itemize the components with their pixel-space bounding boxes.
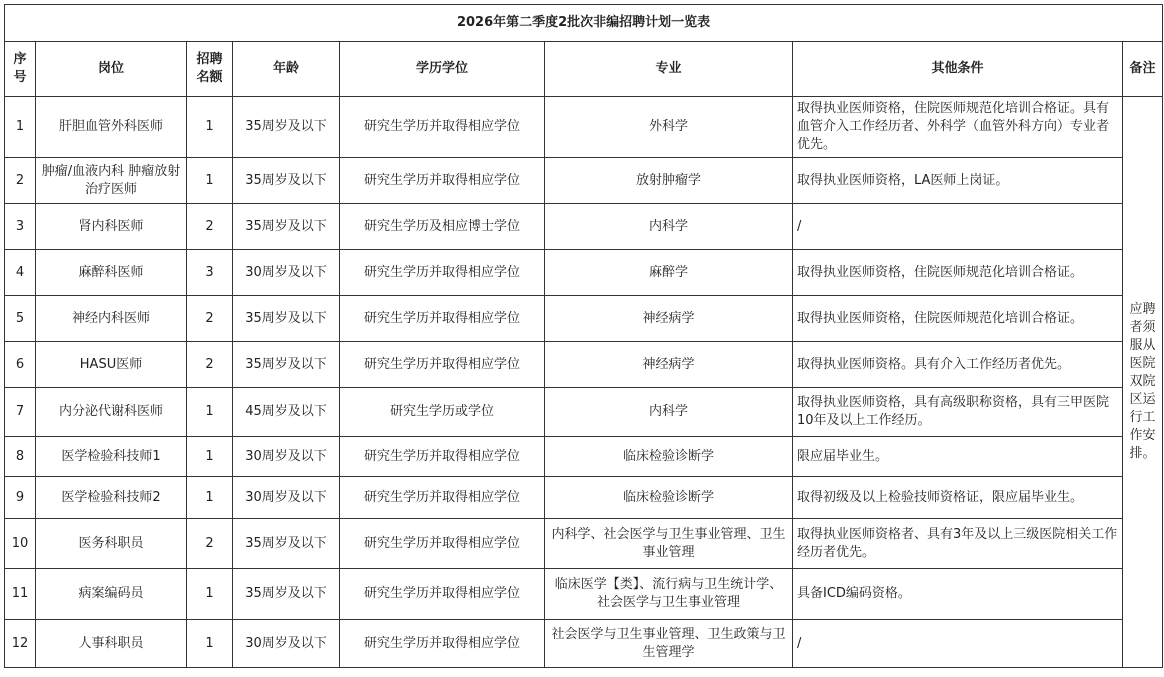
header-remark: 备注 [1123, 42, 1163, 97]
cell-major: 内科学 [545, 204, 793, 250]
cell-conditions: / [793, 620, 1123, 668]
cell-education: 研究生学历并取得相应学位 [340, 158, 545, 204]
cell-age: 30周岁及以下 [233, 477, 340, 519]
cell-major: 社会医学与卫生事业管理、卫生政策与卫生管理学 [545, 620, 793, 668]
cell-age: 30周岁及以下 [233, 620, 340, 668]
header-age: 年龄 [233, 42, 340, 97]
cell-no: 4 [5, 250, 36, 296]
cell-education: 研究生学历并取得相应学位 [340, 477, 545, 519]
header-position: 岗位 [36, 42, 187, 97]
cell-no: 11 [5, 569, 36, 620]
cell-education: 研究生学历并取得相应学位 [340, 250, 545, 296]
cell-no: 9 [5, 477, 36, 519]
table-row [5, 477, 1163, 519]
cell-education: 研究生学历并取得相应学位 [340, 519, 545, 569]
cell-no: 12 [5, 620, 36, 668]
table-row [5, 620, 1163, 668]
cell-position: 医学检验科技师2 [36, 477, 187, 519]
header-no: 序号 [5, 42, 36, 97]
cell-quota: 1 [187, 388, 233, 437]
cell-position: 肝胆血管外科医师 [36, 97, 187, 158]
cell-quota: 1 [187, 158, 233, 204]
cell-position: 肿瘤/血液内科 肿瘤放射治疗医师 [36, 158, 187, 204]
cell-major: 临床医学【类】、流行病与卫生统计学、社会医学与卫生事业管理 [545, 569, 793, 620]
table-row [5, 342, 1163, 388]
cell-education: 研究生学历并取得相应学位 [340, 437, 545, 477]
table-row [5, 296, 1163, 342]
cell-no: 3 [5, 204, 36, 250]
cell-quota: 1 [187, 437, 233, 477]
cell-education: 研究生学历并取得相应学位 [340, 620, 545, 668]
cell-major: 神经病学 [545, 296, 793, 342]
cell-education: 研究生学历并取得相应学位 [340, 569, 545, 620]
cell-age: 30周岁及以下 [233, 437, 340, 477]
table-row [5, 519, 1163, 569]
cell-no: 10 [5, 519, 36, 569]
header-conditions: 其他条件 [793, 42, 1123, 97]
cell-education: 研究生学历并取得相应学位 [340, 97, 545, 158]
cell-age: 35周岁及以下 [233, 158, 340, 204]
cell-age: 35周岁及以下 [233, 342, 340, 388]
table-title: 2026年第二季度2批次非编招聘计划一览表 [5, 5, 1163, 42]
cell-conditions: 取得初级及以上检验技师资格证，限应届毕业生。 [793, 477, 1123, 519]
cell-conditions: 取得执业医师资格，住院医师规范化培训合格证。 [793, 250, 1123, 296]
cell-conditions: 取得执业医师资格，住院医师规范化培训合格证。 [793, 296, 1123, 342]
table-row [5, 97, 1163, 158]
header-education: 学历学位 [340, 42, 545, 97]
cell-age: 35周岁及以下 [233, 519, 340, 569]
cell-quota: 2 [187, 296, 233, 342]
cell-education: 研究生学历及相应博士学位 [340, 204, 545, 250]
cell-major: 麻醉学 [545, 250, 793, 296]
cell-conditions: 取得执业医师资格，具有高级职称资格，具有三甲医院10年及以上工作经历。 [793, 388, 1123, 437]
cell-no: 2 [5, 158, 36, 204]
cell-conditions: 限应届毕业生。 [793, 437, 1123, 477]
cell-position: 病案编码员 [36, 569, 187, 620]
remark-cell: 应聘者须服从医院双院区运行工作安排。 [1123, 97, 1163, 668]
cell-major: 外科学 [545, 97, 793, 158]
cell-education: 研究生学历并取得相应学位 [340, 296, 545, 342]
cell-age: 30周岁及以下 [233, 250, 340, 296]
cell-education: 研究生学历并取得相应学位 [340, 342, 545, 388]
table-row [5, 569, 1163, 620]
cell-conditions: 具备ICD编码资格。 [793, 569, 1123, 620]
cell-no: 1 [5, 97, 36, 158]
cell-position: 人事科职员 [36, 620, 187, 668]
cell-quota: 1 [187, 477, 233, 519]
cell-position: 医务科职员 [36, 519, 187, 569]
cell-position: 医学检验科技师1 [36, 437, 187, 477]
header-major: 专业 [545, 42, 793, 97]
cell-no: 7 [5, 388, 36, 437]
cell-major: 放射肿瘤学 [545, 158, 793, 204]
cell-quota: 3 [187, 250, 233, 296]
cell-major: 内科学 [545, 388, 793, 437]
table-row [5, 388, 1163, 437]
cell-age: 35周岁及以下 [233, 204, 340, 250]
cell-age: 35周岁及以下 [233, 569, 340, 620]
table-row [5, 158, 1163, 204]
cell-quota: 2 [187, 342, 233, 388]
cell-education: 研究生学历或学位 [340, 388, 545, 437]
cell-position: HASU医师 [36, 342, 187, 388]
cell-age: 35周岁及以下 [233, 97, 340, 158]
cell-age: 45周岁及以下 [233, 388, 340, 437]
recruitment-table [4, 4, 1163, 668]
cell-position: 神经内科医师 [36, 296, 187, 342]
cell-no: 8 [5, 437, 36, 477]
cell-no: 5 [5, 296, 36, 342]
header-quota: 招聘名额 [187, 42, 233, 97]
cell-position: 肾内科医师 [36, 204, 187, 250]
cell-conditions: 取得执业医师资格，LA医师上岗证。 [793, 158, 1123, 204]
cell-major: 临床检验诊断学 [545, 477, 793, 519]
cell-quota: 2 [187, 519, 233, 569]
cell-major: 内科学、社会医学与卫生事业管理、卫生事业管理 [545, 519, 793, 569]
cell-quota: 1 [187, 97, 233, 158]
cell-age: 35周岁及以下 [233, 296, 340, 342]
table-row [5, 250, 1163, 296]
cell-quota: 2 [187, 204, 233, 250]
cell-no: 6 [5, 342, 36, 388]
cell-position: 内分泌代谢科医师 [36, 388, 187, 437]
cell-position: 麻醉科医师 [36, 250, 187, 296]
cell-major: 临床检验诊断学 [545, 437, 793, 477]
cell-conditions: 取得执业医师资格，住院医师规范化培训合格证。具有血管介入工作经历者、外科学（血管外科方向）专业者优先。 [793, 97, 1123, 158]
cell-major: 神经病学 [545, 342, 793, 388]
header-row [5, 42, 1163, 97]
table-row [5, 437, 1163, 477]
cell-quota: 1 [187, 569, 233, 620]
cell-conditions: 取得执业医师资格者、具有3年及以上三级医院相关工作经历者优先。 [793, 519, 1123, 569]
cell-quota: 1 [187, 620, 233, 668]
cell-conditions: 取得执业医师资格。具有介入工作经历者优先。 [793, 342, 1123, 388]
table-row [5, 204, 1163, 250]
cell-conditions: / [793, 204, 1123, 250]
